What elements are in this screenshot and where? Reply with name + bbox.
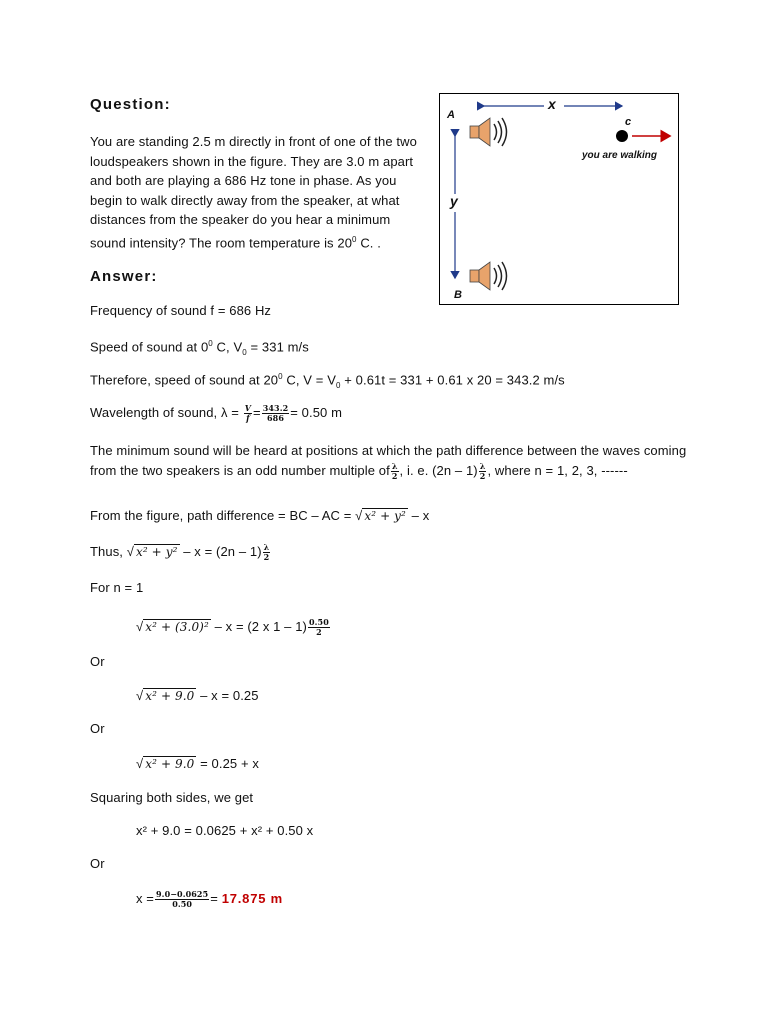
odd-post: , where n = 1, 2, 3, ------	[487, 462, 628, 478]
eqx-radicand: x² + 9.0	[145, 757, 195, 771]
thus-post: – x = (2n – 1)	[183, 543, 262, 559]
eqx-sqrt: √ x² + 9.0	[136, 756, 195, 771]
n1-num: 0.50	[308, 617, 329, 627]
squared-equation: x² + 9.0 = 0.0625 + x² + 0.50 x	[136, 823, 314, 838]
final-num: 9.0−0.0625	[156, 889, 209, 899]
speed20-post: + 0.61t = 331 + 0.61 x 20 = 343.2 m/s	[340, 372, 565, 388]
wavelength-pre: Wavelength of sound, λ =	[90, 404, 239, 420]
walking-caption: you are walking	[582, 150, 658, 161]
speed0-sup: 0	[208, 339, 213, 348]
pd-sqrt: √ x² + y²	[355, 508, 406, 523]
frac-343: 343.2	[262, 403, 289, 413]
wavelength-fraction-num	[262, 404, 290, 423]
n1-sqrt: √ x² + (3.0)²	[136, 618, 209, 634]
eq025-radicand: x² + 9.0	[145, 689, 195, 703]
for-n-line: For n = 1	[90, 580, 144, 595]
thus-line	[90, 543, 271, 562]
speed0-post: = 331 m/s	[246, 339, 309, 355]
odd-mid: , i. e. (2n – 1)	[399, 462, 478, 478]
frac-686: 686	[267, 413, 284, 423]
two-1: 2	[391, 471, 398, 481]
figure-panel	[439, 93, 679, 305]
lambda-1: λ	[391, 461, 398, 471]
speed20-pre: Therefore, speed of sound at 20	[90, 372, 279, 388]
odd-pre: from the two speakers is an odd number multiple of	[90, 462, 390, 478]
eq-x-line	[136, 756, 259, 772]
speaker-a-icon	[470, 118, 507, 146]
speed20-sup: 0	[278, 372, 283, 381]
eq025-post: – x = 0.25	[200, 688, 259, 703]
speed-at-twenty-line	[90, 369, 565, 394]
lambda-half-3	[263, 543, 271, 562]
final-den: 0.50	[172, 899, 193, 909]
speed20-mid: C, V = V	[282, 372, 336, 388]
or-2: Or	[90, 721, 105, 736]
question-heading: Question:	[90, 96, 171, 113]
frac-f: f	[246, 413, 250, 423]
answer-heading: Answer:	[90, 268, 158, 285]
lambda-3: λ	[263, 542, 270, 552]
lambda-2: λ	[479, 461, 486, 471]
pd-radicand: x² + y²	[364, 509, 406, 523]
or-1: Or	[90, 654, 105, 669]
label-b: B	[454, 289, 462, 301]
final-equation	[136, 890, 283, 909]
n1-radicand: x² + (3.0)²	[145, 619, 209, 634]
pd-pre: From the figure, path difference = BC – AC =	[90, 508, 352, 523]
final-eq: =	[210, 890, 218, 906]
final-pre: x =	[136, 890, 155, 906]
thus-radicand: x² + y²	[135, 544, 178, 559]
two-2: 2	[479, 471, 486, 481]
two-3: 2	[263, 552, 270, 562]
pd-post: – x	[411, 508, 430, 523]
eq025-sqrt: √ x² + 9.0	[136, 688, 195, 703]
n1-post: – x = (2 x 1 – 1)	[214, 618, 307, 634]
label-x: x	[548, 96, 556, 112]
speed-at-zero-line	[90, 336, 309, 361]
speed0-pre: Speed of sound at 0	[90, 339, 209, 355]
wavelength-eq: =	[253, 404, 261, 420]
minimum-condition-line: The minimum sound will be heard at positions at which the path difference between the waves coming	[90, 443, 687, 458]
listener-dot	[616, 130, 628, 142]
frequency-line: Frequency of sound f = 686 Hz	[90, 303, 272, 318]
question-text: You are standing 2.5 m directly in front of one of the two loudspeakers shown in the figure. They are 3.0 m apart and both are playing a 686 Hz tone in phase. As you begin to walk directly away from the speaker, at what distances from the speaker do you hear a minimum sound intensity? The room temperature is 20	[90, 134, 417, 251]
or-3: Or	[90, 856, 105, 871]
thus-sqrt: √ x² + y²	[126, 543, 178, 559]
lambda-half-1	[391, 462, 399, 481]
squaring-line: Squaring both sides, we get	[90, 790, 254, 805]
speed0-mid: C, V	[212, 339, 243, 355]
final-result: 17.875 m	[221, 890, 284, 906]
wavelength-post: = 0.50 m	[290, 404, 343, 420]
n1-den: 2	[316, 627, 322, 637]
path-difference-line	[90, 508, 429, 524]
eqx-post: = 0.25 + x	[200, 756, 259, 771]
thus-pre: Thus,	[90, 543, 124, 559]
figure-diagram	[440, 94, 678, 304]
question-body	[90, 132, 425, 253]
n1-fraction	[308, 618, 330, 637]
label-c: c	[625, 116, 632, 128]
label-y: y	[450, 193, 458, 209]
speed20-sub: 0	[335, 380, 341, 390]
lambda-half-2	[479, 462, 487, 481]
speaker-b-icon	[470, 262, 507, 290]
odd-multiple-line	[90, 462, 628, 481]
label-a: A	[447, 109, 455, 121]
question-temp-sup: 0	[352, 234, 357, 244]
frac-v: V	[244, 403, 252, 413]
eq-025-line	[136, 688, 259, 704]
speed0-sub: 0	[242, 347, 247, 357]
question-temp-tail: C. .	[356, 235, 381, 251]
final-fraction	[155, 890, 209, 909]
n1-equation	[136, 618, 331, 637]
wavelength-fraction-vf	[244, 404, 252, 423]
wavelength-line	[90, 404, 342, 423]
